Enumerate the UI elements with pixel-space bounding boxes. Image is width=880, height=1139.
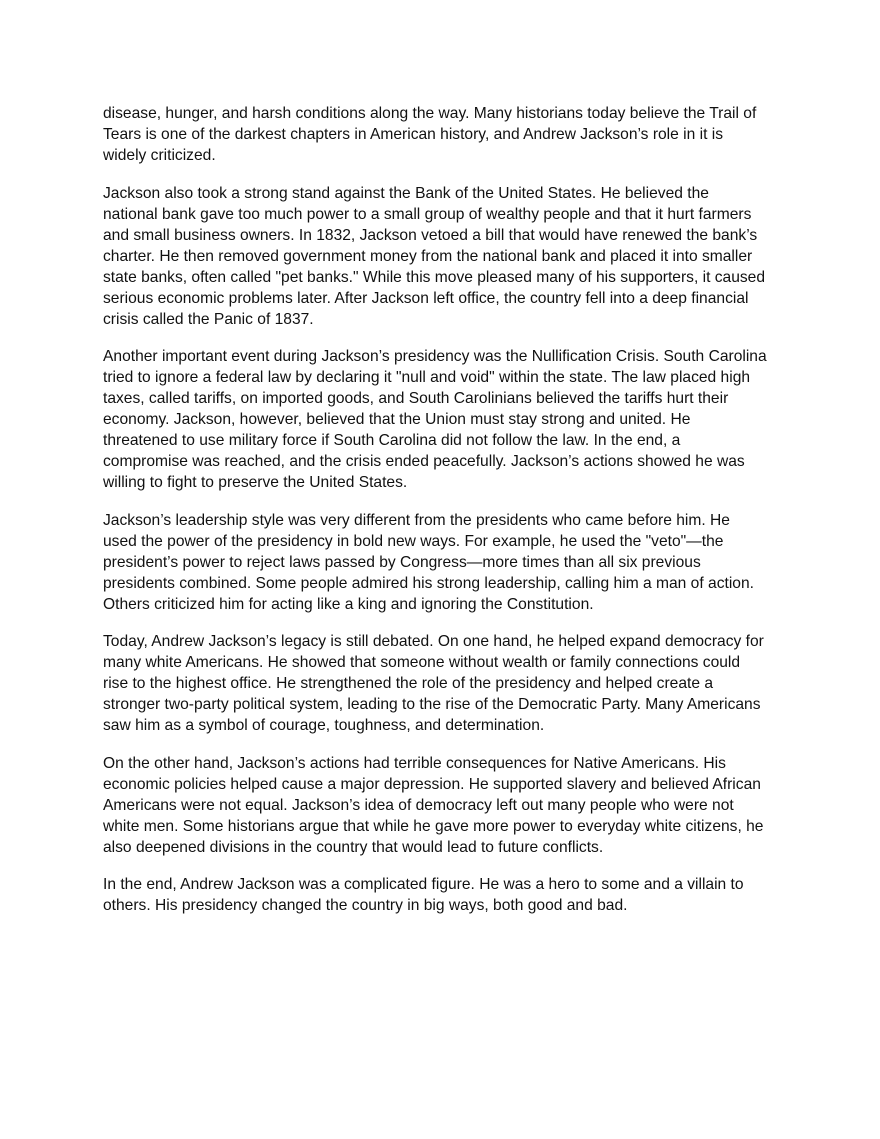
text-line: white men. Some historians argue that while he gave more power to everyday white citizens, he [103,817,764,835]
document-body [103,103,803,933]
text-line: economy. Jackson, however, believed that the Union must stay strong and united. He [103,411,691,428]
text-line: Jackson also took a strong stand against the Bank of the United States. He believed the [103,184,709,202]
paragraph [103,346,803,493]
text-line: presidents combined. Some people admired his strong leadership, calling him a man of action. [103,574,754,592]
text-line: serious economic problems later. After Jackson left office, the country fell into a deep financial [103,289,749,307]
paragraph [103,874,803,916]
text-line: others. His presidency changed the country in big ways, both good and bad. [103,897,628,914]
text-line: also deepened divisions in the country that would lead to future conflicts. [103,838,604,856]
text-line: Tears is one of the darkest chapters in American history, and Andrew Jackson’s role in it is [103,126,724,143]
text-line: Jackson’s leadership style was very different from the presidents who came before him. He [103,511,730,529]
text-line: Another important event during Jackson’s presidency was the Nullification Crisis. South Carolina [103,348,767,365]
text-line: compromise was reached, and the crisis ended peacefully. Jackson’s actions showed he was [103,453,745,470]
text-line: threatened to use military force if South Carolina did not follow the law. In the end, a [103,432,681,449]
text-line: president’s power to reject laws passed by Congress—more times than all six previous [103,553,701,571]
text-line: Others criticized him for acting like a king and ignoring the Constitution. [103,595,594,613]
text-line: many white Americans. He showed that someone without wealth or family connections could [103,654,741,671]
text-line: economic policies helped cause a major depression. He supported slavery and believed African [103,775,761,793]
text-line: widely criticized. [103,147,216,164]
text-line: stronger two-party political system, leading to the rise of the Democratic Party. Many Americans [103,696,761,713]
text-line: Americans were not equal. Jackson’s idea of democracy left out many people who were not [103,796,734,814]
paragraph [103,103,803,166]
text-line: saw him as a symbol of courage, toughness, and determination. [103,717,545,734]
text-line: rise to the highest office. He strengthened the role of the presidency and helped create a [103,675,713,692]
text-line: national bank gave too much power to a small group of wealthy people and that it hurt farmers [103,205,752,223]
text-line: used the power of the presidency in bold new ways. For example, he used the "veto"—the [103,532,724,550]
text-line: charter. He then removed government money from the national bank and placed it into smaller [103,247,753,265]
paragraph [103,753,803,858]
paragraph [103,183,803,330]
paragraph [103,510,803,615]
text-line: Today, Andrew Jackson’s legacy is still debated. On one hand, he helped expand democracy for [103,633,764,650]
text-line: disease, hunger, and harsh conditions along the way. Many historians today believe the Trail of [103,105,757,122]
text-line: crisis called the Panic of 1837. [103,310,314,328]
paragraph [103,631,803,736]
text-line: and small business owners. In 1832, Jackson vetoed a bill that would have renewed the bank’s [103,226,758,244]
text-line: willing to fight to preserve the United States. [103,474,408,491]
text-line: tried to ignore a federal law by declaring it "null and void" within the state. The law placed high [103,369,751,386]
text-line: state banks, often called "pet banks." While this move pleased many of his supporters, it caused [103,268,766,286]
text-line: On the other hand, Jackson’s actions had terrible consequences for Native Americans. His [103,754,726,772]
text-line: In the end, Andrew Jackson was a complicated figure. He was a hero to some and a villain to [103,876,744,893]
text-line: taxes, called tariffs, on imported goods, and South Carolinians believed the tariffs hurt their [103,390,729,407]
